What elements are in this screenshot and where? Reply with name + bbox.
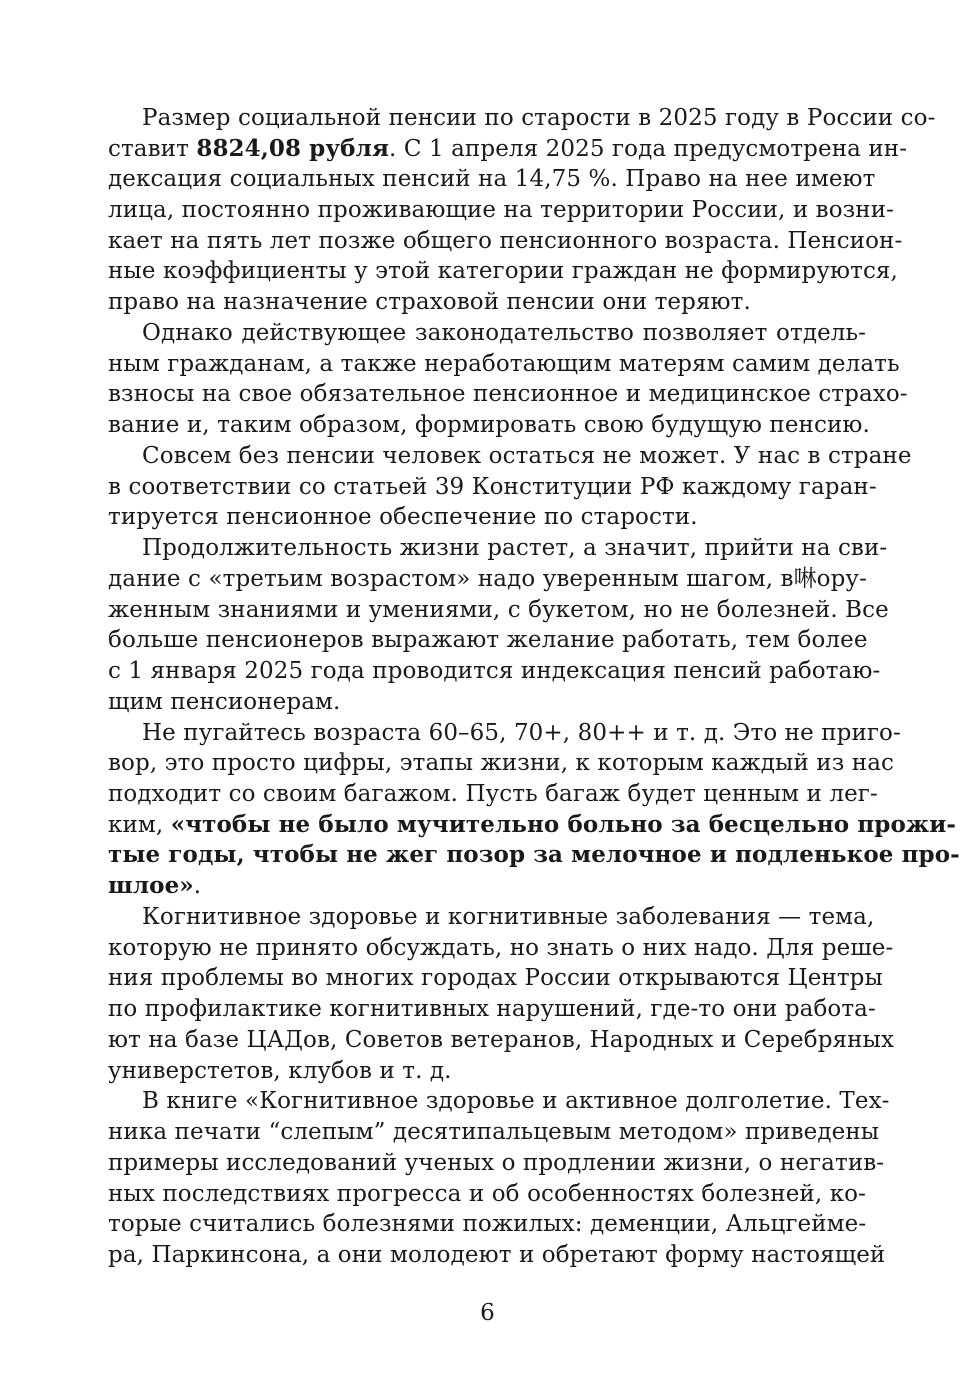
text-line: ния проблемы во многих городах России открываются Центры: [108, 965, 883, 991]
text-line: женным знаниями и умениями, с букетом, но не болезней. Все: [108, 597, 889, 623]
text-line: с 1 января 2025 года проводится индексация пенсий работаю-: [108, 658, 881, 684]
text-line: вор, это просто цифры, этапы жизни, к которым каждый из нас: [108, 750, 894, 776]
text-line: примеры исследований ученых о продлении жизни, о негатив-: [108, 1150, 885, 1176]
text-line: по профилактике когнитивных нарушений, где-то они работа-: [108, 996, 876, 1022]
quote-bold: шлое»: [108, 872, 194, 899]
text-line: ра, Паркинсона, а они молодеют и обретают форму настоящей: [108, 1242, 886, 1268]
text-line: Однако действующее законодательство позволяет отдель-: [142, 320, 866, 346]
text-line: ным гражданам, а также неработающим матерям самим делать: [108, 351, 900, 377]
text-line: щим пенсионерам.: [108, 689, 341, 715]
text-line: Размер социальной пенсии по старости в 2025 году в России со-: [142, 105, 936, 131]
quote-bold: «чтобы не было мучительно больно за бесцельно прожи-: [170, 811, 957, 838]
text-line: универстетов, клубов и т. д.: [108, 1058, 452, 1084]
text-line: дексация социальных пенсий на 14,75 %. Право на нее имеют: [108, 166, 876, 192]
text-line: ставит 8824,08 рубля. С 1 апреля 2025 года предусмотрена ин-: [108, 135, 908, 162]
page-number: 6: [480, 1300, 495, 1326]
text-line: которую не принято обсуждать, но знать о них надо. Для реше-: [108, 935, 894, 961]
text-line: ким, «чтобы не было мучительно больно за бесцельно прожи-: [108, 811, 957, 838]
text-line: взносы на свое обязательное пенсионное и медицинское страхо-: [108, 381, 908, 407]
text-line: ных последствиях прогресса и об особенностях болезней, ко-: [108, 1181, 866, 1207]
text-line: ника печати “слепым” десятипальцевым методом» приведены: [108, 1119, 880, 1145]
text-line: в соответствии со статьей 39 Конституции РФ каждому гаран-: [108, 474, 877, 500]
text-line: ют на базе ЦАДов, Советов ветеранов, Народных и Серебряных: [108, 1027, 895, 1053]
text-line: ные коэффициенты у этой категории граждан не формируются,: [108, 258, 898, 284]
pension-amount: 8824,08 рубля: [196, 135, 390, 162]
text-line: Не пугайтесь возраста 60–65, 70+, 80++ и т. д. Это не приго-: [142, 720, 901, 746]
quote-bold: тые годы, чтобы не жег позор за мелочное и подленькое про-: [108, 841, 960, 868]
text-line: Совсем без пенсии человек остаться не может. У нас в стране: [142, 443, 912, 469]
text-line: кает на пять лет позже общего пенсионного возраста. Пенсион-: [108, 228, 903, 254]
text-line: лица, постоянно проживающие на территории России, и возни-: [108, 197, 895, 223]
text-line: Когнитивное здоровье и когнитивные заболевания — тема,: [142, 904, 875, 930]
text-line: шлое».: [108, 872, 202, 899]
text-line: [108, 840, 960, 870]
text-line: вание и, таким образом, формировать свою будущую пенсию.: [108, 412, 870, 438]
text-line: тируется пенсионное обеспечение по старости.: [108, 504, 698, 530]
text-line: Продолжительность жизни растет, а значит, прийти на сви-: [142, 535, 888, 561]
text-line: подходит со своим багажом. Пусть багаж будет ценным и лег-: [108, 781, 878, 807]
text-line: дание с «третьим возрастом» надо уверенным шагом, в啉ору-: [108, 566, 867, 592]
text-line: торые считались болезнями пожилых: деменции, Альцгейме-: [108, 1211, 867, 1237]
text-line: больше пенсионеров выражают желание работать, тем более: [108, 627, 868, 653]
text-line: право на назначение страховой пенсии они теряют.: [108, 289, 751, 315]
text-line: В книге «Когнитивное здоровье и активное долголетие. Тех-: [142, 1088, 890, 1114]
